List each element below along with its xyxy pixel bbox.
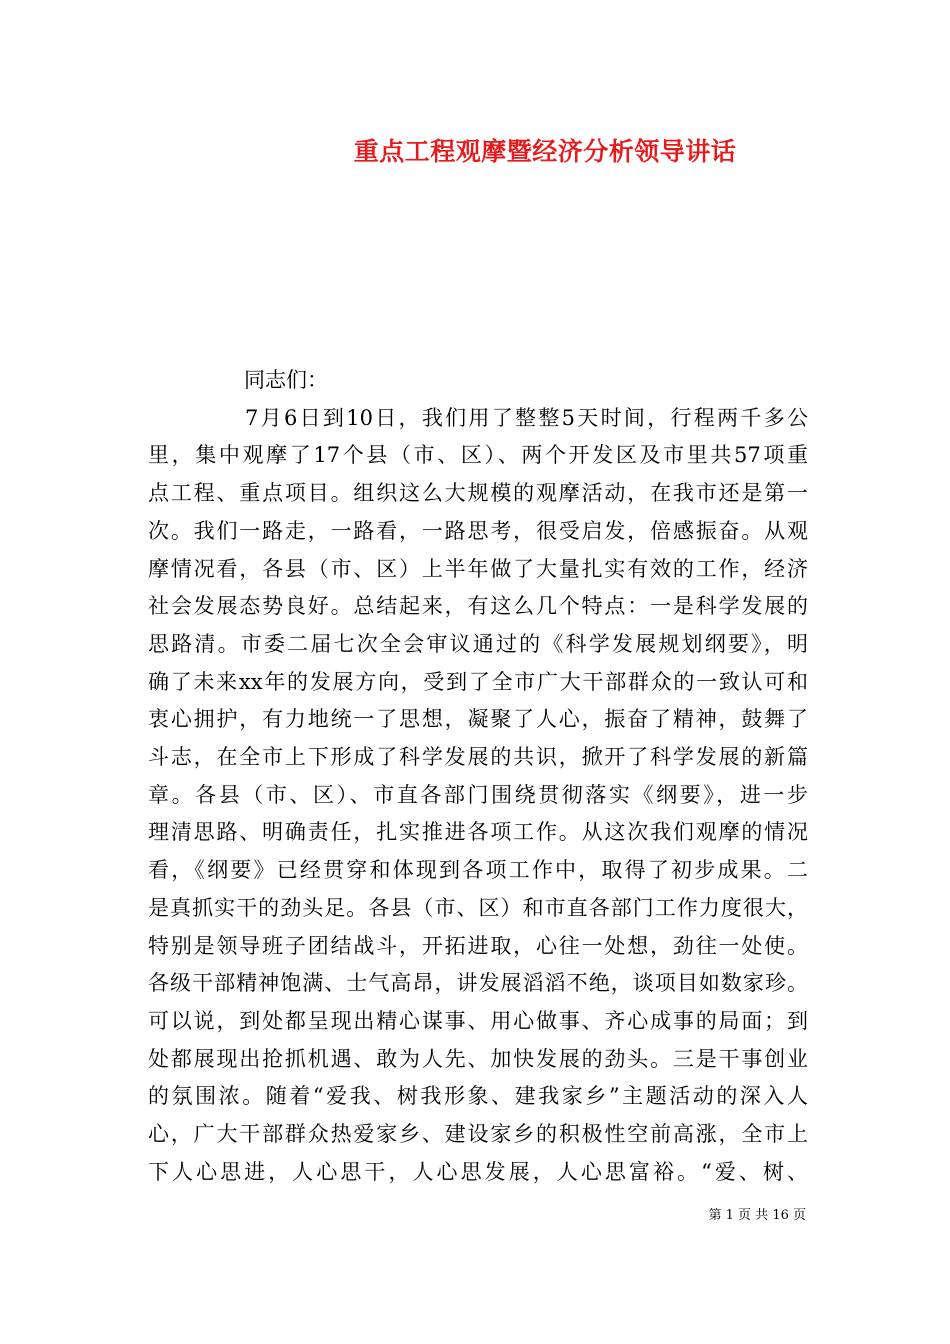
body-line: 可以说，到处都呈现出精心谋事、用心做事、齐心成事的局面；到	[148, 1008, 808, 1033]
body-line: 各级干部精神饱满、士气高昂，讲发展滔滔不绝，谈项目如数家珍。	[148, 971, 808, 996]
body-line: 思路清。市委二届七次全会审议通过的《科学发展规划纲要》，明	[148, 631, 808, 656]
body-line: 理清思路、明确责任，扎实推进各项工作。从这次我们观摩的情况	[148, 820, 808, 845]
body-line: 确了未来xx年的发展方向，受到了全市广大干部群众的一致认可和	[148, 669, 808, 694]
body-line: 看，《纲要》已经贯穿和体现到各项工作中，取得了初步成果。二	[148, 858, 808, 883]
body-line: 斗志，在全市上下形成了科学发展的共识，掀开了科学发展的新篇	[148, 745, 808, 770]
body-line: 摩情况看，各县（市、区）上半年做了大量扎实有效的工作，经济	[148, 556, 808, 581]
body-line: 处都展现出抢抓机遇、敢为人先、加快发展的劲头。三是干事创业	[148, 1046, 808, 1071]
body-line: 特别是领导班子团结战斗，开拓进取，心往一处想，劲往一处使。	[148, 933, 808, 958]
body-line: 点工程、重点项目。组织这么大规模的观摩活动，在我市还是第一	[148, 481, 808, 506]
salutation: 同志们：	[244, 368, 328, 392]
body-line: 次。我们一路走，一路看，一路思考，很受启发，倍感振奋。从观	[148, 518, 808, 543]
body-line: 的氛围浓。随着“爱我、树我形象、建我家乡”主题活动的深入人	[148, 1084, 808, 1109]
body-line: 里，集中观摩了17个县（市、区）、两个开发区及市里共57项重	[148, 443, 808, 468]
body-line: 章。各县（市、区）、市直各部门围绕贯彻落实《纲要》，进一步	[148, 782, 808, 807]
document-body	[148, 362, 808, 1191]
body-line: 社会发展态势良好。总结起来，有这么几个特点：一是科学发展的	[148, 594, 808, 619]
body-line: 是真抓实干的劲头足。各县（市、区）和市直各部门工作力度很大，	[148, 895, 808, 920]
page-number-footer: 第 1 页 共 16 页	[708, 1208, 806, 1223]
body-line: 心，广大干部群众热爱家乡、建设家乡的积极性空前高涨，全市上	[148, 1122, 808, 1147]
body-line: 7月6日到10日，我们用了整整5天时间，行程两千多公	[245, 405, 808, 430]
body-line: 下人心思进，人心思干，人心思发展，人心思富裕。“爱、树、	[148, 1159, 808, 1184]
body-line: 衷心拥护，有力地统一了思想，凝聚了人心，振奋了精神，鼓舞了	[148, 707, 808, 732]
document-title: 重点工程观摩暨经济分析领导讲话	[353, 137, 737, 166]
